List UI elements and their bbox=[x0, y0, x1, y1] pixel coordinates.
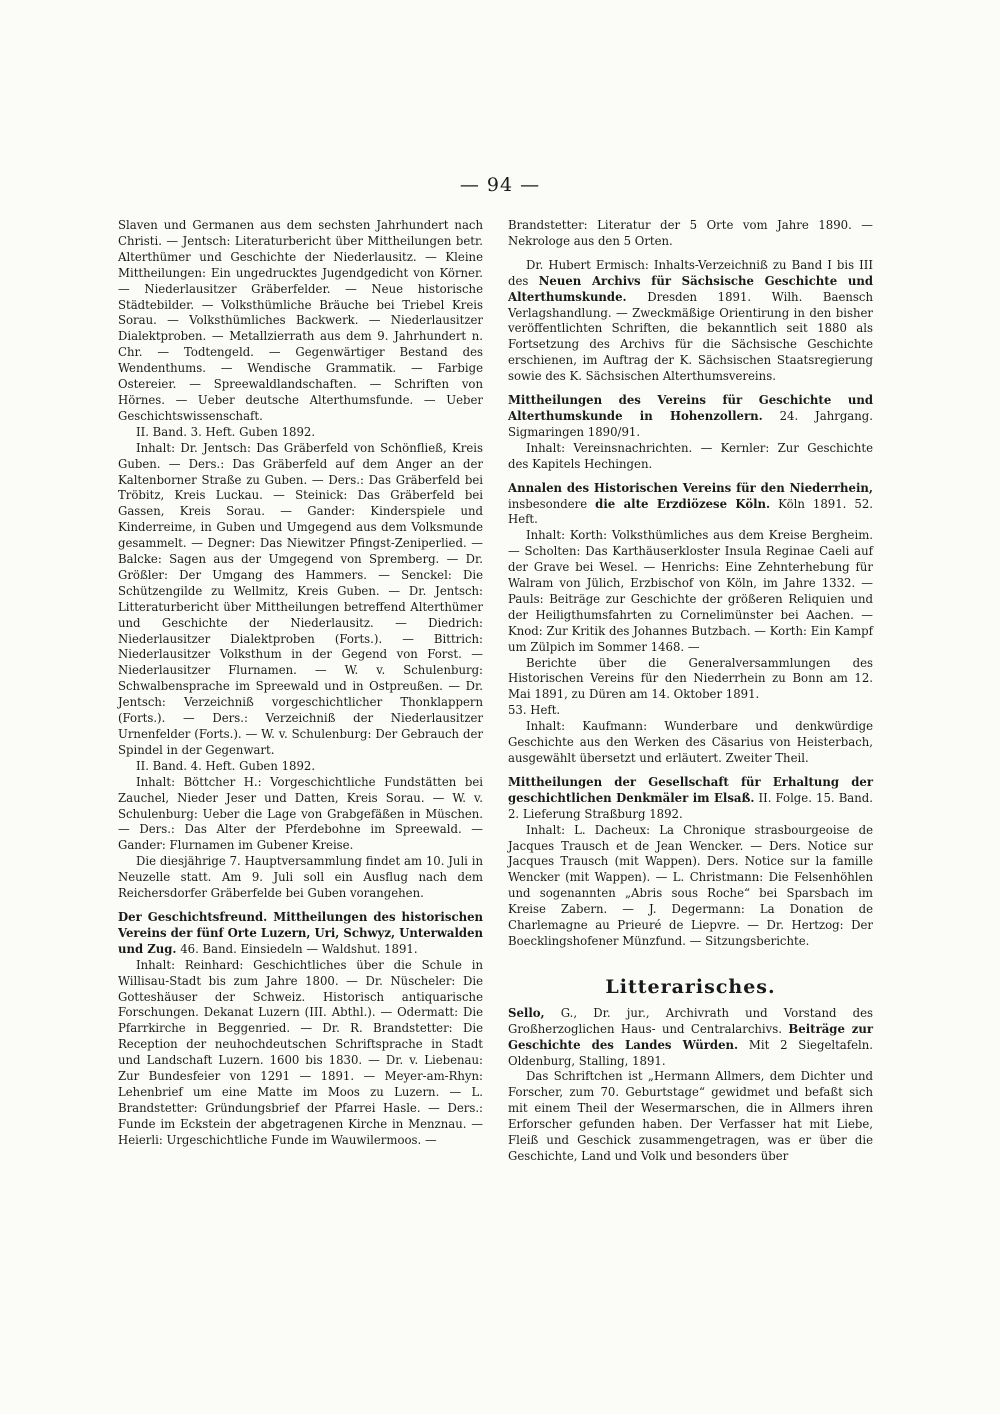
paragraph: II. Band. 3. Heft. Guben 1892. bbox=[136, 424, 316, 439]
review-entry bbox=[508, 1006, 873, 1070]
paragraph: Inhalt: Dr. Jentsch: Das Gräberfeld von Schönfließ, Kreis Guben. — Ders.: Das Gräberfeld auf dem Anger an der Kaltenborner Straße zu Guben. — Ders.: Das Gräberfeld bei Tröbitz, Kreis Luckau. — Steinick: Das Gräberfeld bei Gassen, Kreis Sorau. — Gander: Kinderspiele und Kinderreime, in Guben und Umgegend aus dem Volksmunde gesammelt. — Degner: Das Niewitzer Pfingst-Zeniperlied. — Balcke: Sagen aus der Umgegend von Spremberg. — Dr. Größler: Der Umgang des Hammers. — Senckel: Die Schützengilde zu Wellmitz, Kreis Guben. — Dr. Jentsch: Litteraturbericht über Mittheilungen betreffend Alterthümer und Geschichte der Niederlausitz. — Diedrich: Niederlausitzer Dialektproben (Forts.). — Bittrich: Niederlausitzer Volksthum in der Gegend von Forst. — Niederlausitzer Flurnamen. — W. v. Schulenburg: Schwalbensprache im Spreewald und in Ostpreußen. — Dr. Jentsch: Verzeichniß vorgeschichtlicher Thonklappern (Forts.). — Ders.: Verzeichniß der Niederlausitzer Urnenfelder (Forts.). — W. v. Schulenburg: Der Gebrauch der Spindel in der Gegenwart. bbox=[118, 440, 483, 757]
entry-details: Dresden 1891. Wilh. Baensch Verlagshandlung. — Zweckmäßige Orientirung in den bisher veröffentlichten Schriften, die bekanntlich seit 1880 als Fortsetzung des Archivs für die Sächsische Geschichte erschienen, im Auftrag der K. Sächsischen Staatsregierung sowie des K. Sächsischen Alterthumsvereins. bbox=[508, 289, 873, 384]
paragraph: Inhalt: Vereinsnachrichten. — Kernler: Zur Geschichte des Kapitels Hechingen. bbox=[508, 440, 873, 471]
paragraph: Inhalt: L. Dacheux: La Chronique strasbourgeoise de Jacques Trausch et de Jean Wencker. — Ders. Notice sur Jacques Trausch (mit Wappen). Ders. Notice sur la famille Wencker (mit Wappen). — L. Christmann: Die Felsenhöhlen und sogenannten „Abris sous Roche“ bei Sparsbach im Kreise Zabern. — J. Degermann: La Donation de Charlemagne au Prieuré de Liepvre. — Dr. Hertzog: Der Boecklingshofener Münzfund. — Sitzungsberichte. bbox=[508, 822, 873, 948]
author-name: Sello, bbox=[508, 1005, 545, 1020]
left-column bbox=[118, 218, 483, 1149]
paragraph: Inhalt: Korth: Volksthümliches aus dem Kreise Bergheim. — Scholten: Das Karthäuserkloster Insula Reginae Caeli auf der Grave bei Wesel. — Henrichs: Eine Zehnterhebung für Walram von Jülich, Erzbischof von Köln, im Jahre 1332. — Pauls: Beiträge zur Geschichte der größeren Reliquien und der Heiligthumsfahrten zu Cornelimünster bei Aachen. — Knod: Zur Kritik des Johannes Butzbach. — Korth: Ein Kampf um Zülpich im Sommer 1468. — bbox=[508, 528, 873, 654]
journal-entry bbox=[508, 775, 873, 823]
paragraph: II. Band. 4. Heft. Guben 1892. bbox=[136, 758, 316, 773]
book-details: Mit 2 Siegeltafeln. Oldenburg, Stalling, 1891. bbox=[508, 1037, 873, 1068]
paragraph: Brandstetter: Literatur der 5 Orte vom Jahre 1890. — Nekrologe aus den 5 Orten. bbox=[508, 218, 873, 248]
journal-title: Mittheilungen der Gesellschaft für Erhaltung der geschichtlichen Denkmäler im Elsaß. bbox=[508, 774, 873, 805]
journal-entry bbox=[118, 910, 483, 958]
journal-details: Köln 1891. 52. Heft. bbox=[508, 496, 874, 527]
journal-details: II. Folge. 15. Band. 2. Lieferung Straßburg 1892. bbox=[508, 790, 873, 821]
paragraph: 53. Heft. bbox=[508, 703, 561, 718]
journal-connector: insbesondere bbox=[508, 496, 596, 511]
page-number: — 94 — bbox=[459, 174, 541, 196]
journal-title: Annalen des Historischen Vereins für den Niederrhein, bbox=[508, 480, 873, 495]
journal-entry bbox=[508, 258, 873, 385]
journal-details: 46. Band. Einsiedeln — Waldshut. 1891. bbox=[176, 941, 418, 956]
paragraph: Inhalt: Böttcher H.: Vorgeschichtliche Fundstätten bei Zauchel, Nieder Jeser und Datten, Kreis Sorau. — W. v. Schulenburg: Ueber die Lage von Grabgefäßen in Müschen. — Ders.: Das Alter der Pferdebohne im Spreewald. — Gander: Flurnamen im Gubener Kreise. bbox=[118, 774, 483, 853]
paragraph: Die diesjährige 7. Hauptversammlung findet am 10. Juli in Neuzelle statt. Am 9. Juli soll ein Ausflug nach dem Reichersdorfer Gräberfelde bei Guben vorangehen. bbox=[118, 854, 483, 901]
journal-subtitle: die alte Erzdiözese Köln. bbox=[595, 496, 771, 511]
book-title: Beiträge zur Geschichte des Landes Würden. bbox=[508, 1021, 873, 1052]
journal-entry bbox=[508, 393, 873, 441]
journal-title: Neuen Archivs für Sächsische Geschichte und Alterthumskunde. bbox=[508, 273, 873, 304]
journal-details: 24. Jahrgang. Sigmaringen 1890/91. bbox=[508, 408, 873, 439]
journal-entry bbox=[508, 481, 873, 529]
right-column bbox=[508, 218, 873, 1165]
paragraph: Berichte über die Generalversammlungen des Historischen Vereins für den Niederrhein zu Bonn am 12. Mai 1891, zu Düren am 14. Oktober 1891. bbox=[508, 655, 873, 702]
paragraph: Inhalt: Reinhard: Geschichtliches über die Schule in Willisau-Stadt bis zum Jahre 1800. — Dr. Nüscheler: Die Gotteshäuser der Schweiz. Historisch antiquarische Forschungen. Dekanat Luzern (III. Abthl.). — Odermatt: Die Pfarrkirche in Beggenried. — Dr. R. Brandstetter: Die Reception der neuhochdeutschen Schriftsprache in Stadt und Landschaft Luzern. 1600 bis 1830. — Dr. v. Liebenau: Zur Bundesfeier von 1291 — 1891. — Meyer-am-Rhyn: Lehenbrief um eine Matte im Moos zu Luzern. — L. Brandstetter: Gründungsbrief der Pfarrei Hasle. — Ders.: Funde im Eckstein der abgetragenen Kirche in Menznau. — Heierli: Urgeschichtliche Funde im Wauwilermoos. — bbox=[118, 957, 483, 1147]
journal-title: Der Geschichtsfreund. Mittheilungen des historischen Vereins der fünf Orte Luzern, Uri, Schwyz, Unterwalden und Zug. bbox=[118, 909, 483, 956]
section-heading: Litterarisches. bbox=[605, 975, 776, 998]
paragraph: Das Schriftchen ist „Hermann Allmers, dem Dichter und Forscher, zum 70. Geburtstage“ gewidmet und befaßt sich mit einem Theil der Wesermarschen, die in Allmers ihren Erforscher gefunden haben. Der Verfasser hat mit Liebe, Fleiß und Geschick zusammengetragen, was er über die Geschichte, Land und Volk und besonders über bbox=[508, 1069, 873, 1163]
paragraph: Inhalt: Kaufmann: Wunderbare und denkwürdige Geschichte aus den Werken des Cäsarius von Heisterbach, ausgewählt übersetzt und erläutert. Zweiter Theil. bbox=[508, 719, 873, 765]
journal-title: Mittheilungen des Vereins für Geschichte und Alterthumskunde in Hohenzollern. bbox=[508, 393, 873, 423]
paragraph: Slaven und Germanen aus dem sechsten Jahrhundert nach Christi. — Jentsch: Literaturbericht über Mittheilungen betr. Alterthümer und Geschichte der Niederlausitz. — Kleine Mittheilungen: Ein ungedrucktes Jugendgedicht von Körner. — Niederlausitzer Gräberfelder. — Neue historische Städtebilder. — Volksthümliche Bräuche bei Triebel Kreis Sorau. — Volksthümliches Backwerk. — Niederlausitzer Dialektproben. — Metallzierrath aus dem 9. Jahrhundert n. Chr. — Todtengeld. — Gegenwärtiger Bestand des Wendenthums. — Wendische Grammatik. — Farbige Ostereier. — Spreewaldlandschaften. — Schriften von Hörnes. — Ueber deutsche Alterthumsfunde. — Ueber Geschichtswissenschaft. bbox=[118, 218, 483, 423]
entry-intro: Dr. Hubert Ermisch: Inhalts-Verzeichniß zu Band I bis III des bbox=[508, 257, 873, 288]
author-details: G., Dr. jur., Archivrath und Vorstand des Großherzoglichen Haus- und Centralarchivs. bbox=[508, 1005, 873, 1036]
